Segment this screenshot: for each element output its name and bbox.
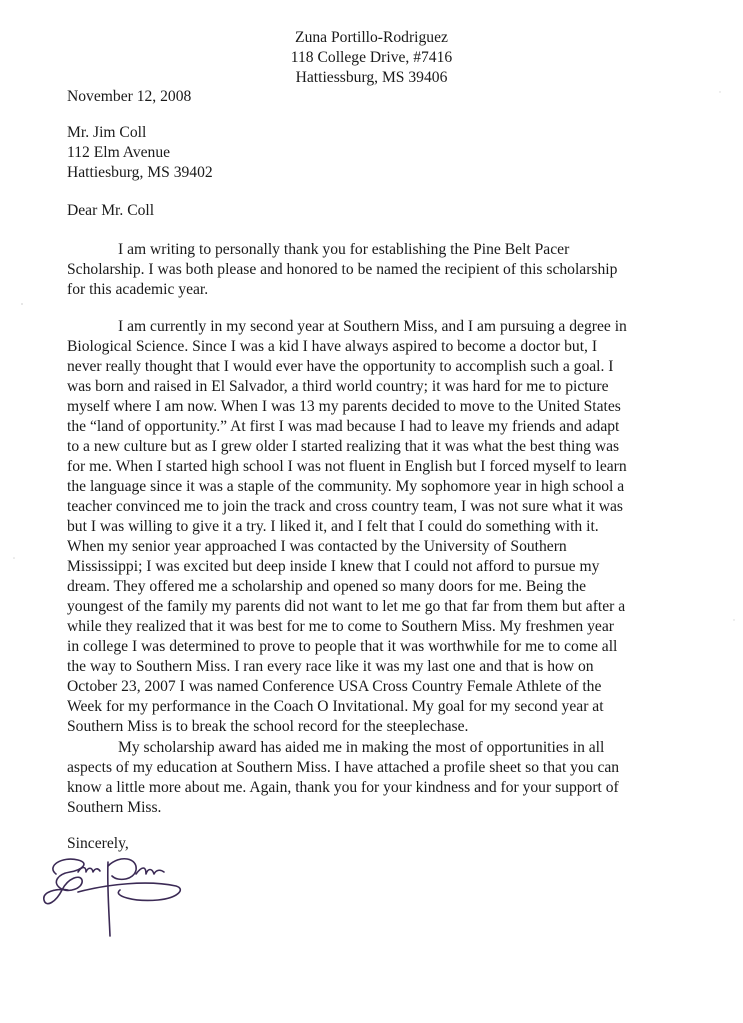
salutation: Dear Mr. Coll	[67, 202, 155, 219]
paragraph-line: Mississippi; I was excited but deep inside I knew that I could not afford to pursue my	[67, 558, 600, 575]
paragraph-line: Southern Miss.	[67, 799, 162, 816]
recipient-name: Mr. Jim Coll	[67, 124, 147, 141]
paragraph-line: When my senior year approached I was contacted by the University of Southern	[67, 538, 567, 555]
paragraph-line: October 23, 2007 I was named Conference USA Cross Country Female Athlete of the	[67, 678, 602, 695]
paragraph-line: Biological Science. Since I was a kid I have always aspired to become a doctor but, I	[67, 338, 598, 355]
paragraph-line: Week for my performance in the Coach O Invitational. My goal for my second year at	[67, 698, 604, 715]
paragraph-line: while they realized that it was best for me to come to Southern Miss. My freshmen year	[67, 618, 614, 635]
paragraph-line: youngest of the family my parents did not want to let me go that far from them but after a	[67, 598, 626, 615]
paragraph-line: for this academic year.	[67, 281, 209, 298]
paragraph-line: I am writing to personally thank you for establishing the Pine Belt Pacer	[118, 241, 570, 258]
recipient-street: 112 Elm Avenue	[67, 144, 171, 161]
paragraph-line: I am currently in my second year at Southern Miss, and I am pursuing a degree in	[118, 318, 627, 335]
sender-address-block	[0, 28, 743, 88]
paragraph-line: the language since it was a staple of the community. My sophomore year in high school a	[67, 478, 625, 495]
letter-date: November 12, 2008	[67, 88, 192, 105]
paragraph-line: the “land of opportunity.” At first I was mad because I had to leave my friends and adapt	[67, 418, 620, 435]
paragraph-line: but I was willing to give it a try. I liked it, and I felt that I could do something with it.	[67, 518, 599, 535]
recipient-city: Hattiesburg, MS 39402	[67, 164, 213, 181]
paragraph-line: for me. When I started high school I was not fluent in English but I forced myself to learn	[67, 458, 627, 475]
sender-city: Hattiessburg, MS 39406	[295, 69, 448, 86]
paragraph-line: know a little more about me. Again, thank you for your kindness and for your support of	[67, 779, 619, 796]
recipient-address-block	[67, 123, 213, 183]
paragraph-line: teacher convinced me to join the track and cross country team, I was not sure what it was	[67, 498, 623, 515]
paragraph-line: in college I was determined to prove to people that it was worthwhile for me to come all	[67, 638, 618, 655]
sender-street: 118 College Drive, #7416	[290, 49, 453, 66]
paragraph-closing-remarks	[67, 738, 707, 818]
paragraph-line: never really thought that I would ever have the opportunity to accomplish such a goal. I	[67, 358, 614, 375]
paragraph-line: dream. They offered me a scholarship and opened so many doors for me. Being the	[67, 578, 587, 595]
paragraph-thanks	[67, 240, 707, 300]
paragraph-line: My scholarship award has aided me in making the most of opportunities in all	[118, 739, 605, 756]
paragraph-line: Scholarship. I was both please and honored to be named the recipient of this scholarship	[67, 261, 618, 278]
paragraph-line: Southern Miss is to break the school record for the steeplechase.	[67, 718, 469, 735]
paragraph-line: the way to Southern Miss. I ran every race like it was my last one and that is how on	[67, 658, 594, 675]
paragraph-line: aspects of my education at Southern Miss. I have attached a profile sheet so that you can	[67, 759, 620, 776]
paragraph-line: to a new culture but as I grew older I started realizing that it was what the best thing was	[67, 438, 620, 455]
closing-phrase: Sincerely,	[67, 835, 129, 852]
signature-drawing	[38, 836, 188, 951]
sender-name: Zuna Portillo-Rodriguez	[295, 29, 448, 46]
handwritten-signature	[38, 836, 188, 951]
paragraph-line: was born and raised in El Salvador, a third world country; it was hard for me to picture	[67, 378, 609, 395]
paragraph-background	[67, 317, 707, 737]
paragraph-line: myself where I am now. When I was 13 my parents decided to move to the United States	[67, 398, 621, 415]
